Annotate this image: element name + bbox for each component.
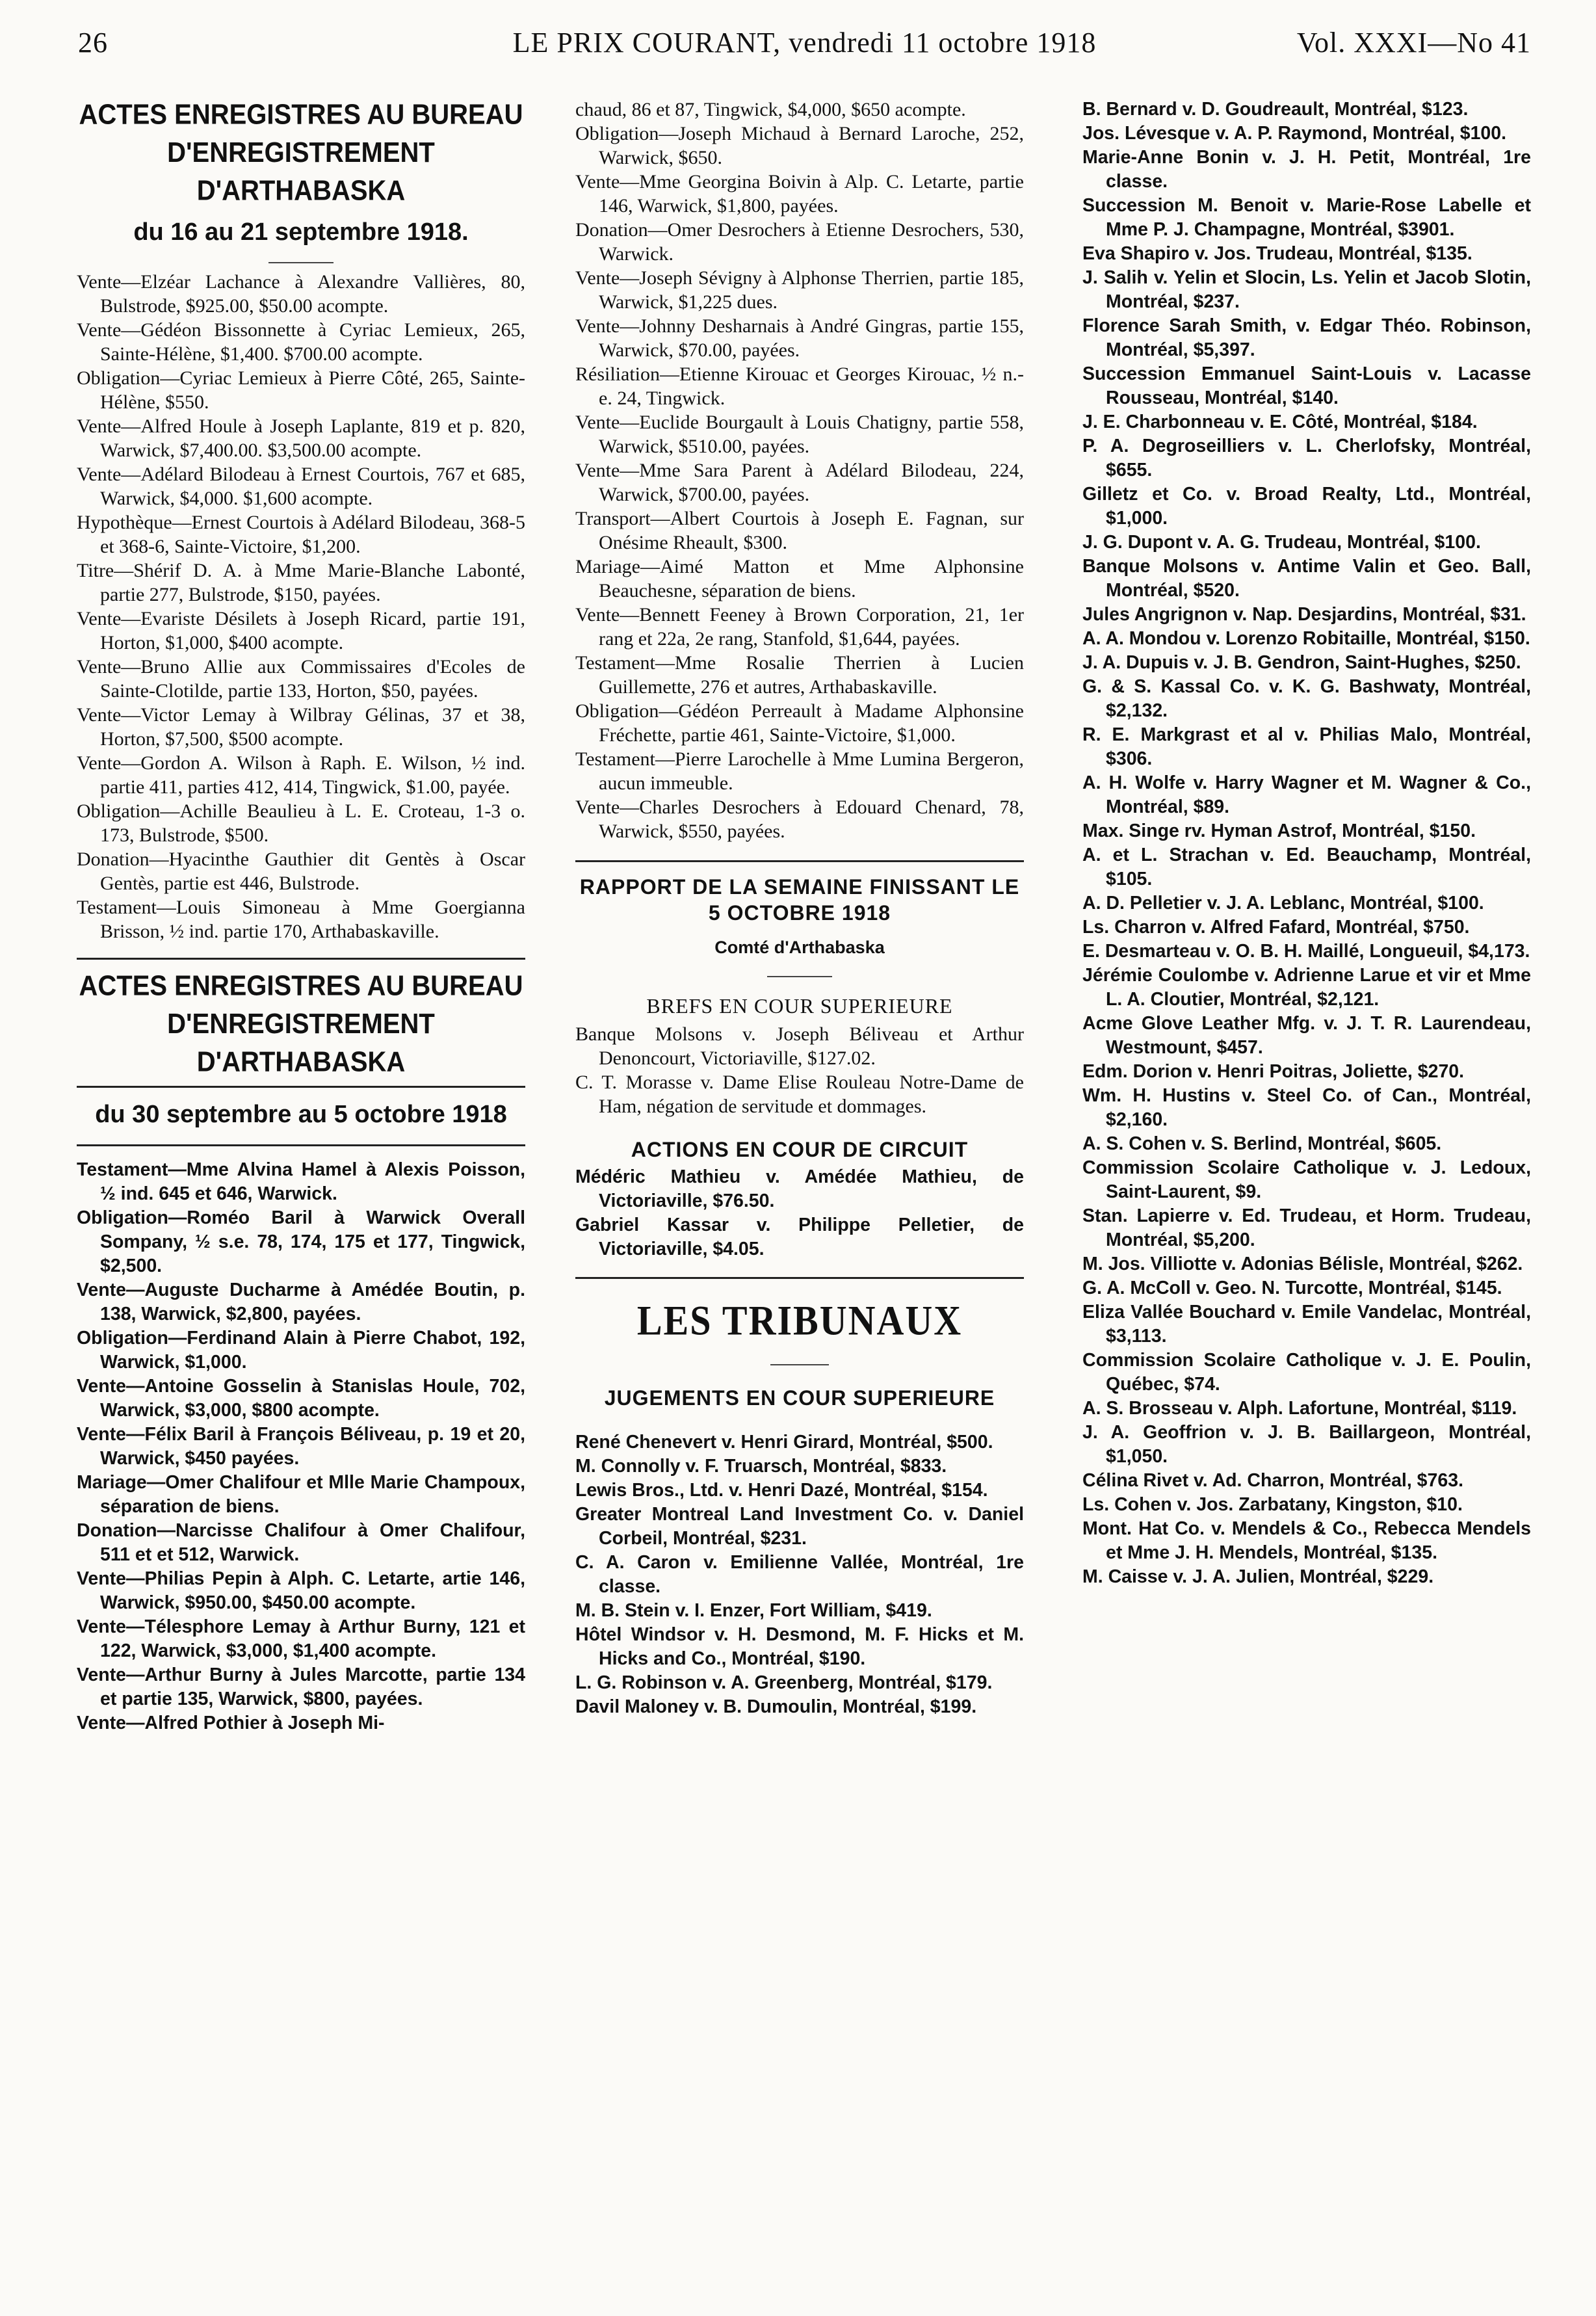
list-item: M. Caisse v. J. A. Julien, Montréal, $229. xyxy=(1082,1566,1434,1587)
list-item: Davil Maloney v. B. Dumoulin, Montréal, $199. xyxy=(575,1696,977,1717)
list-item: A. H. Wolfe v. Harry Wagner et M. Wagner & Co., Montréal, $89. xyxy=(1082,772,1531,817)
list-item: J. E. Charbonneau v. E. Côté, Montréal, $184. xyxy=(1082,412,1478,432)
list-item: B. Bernard v. D. Goudreault, Montréal, $123. xyxy=(1082,99,1469,120)
divider xyxy=(767,976,832,977)
divider xyxy=(575,860,1024,862)
section-title: ACTES ENREGISTRES AU BUREAU D'ENREGISTREMENT D'ARTHABASKA xyxy=(79,970,523,1078)
list-item: C. A. Caron v. Emilienne Vallée, Montréal, 1re classe. xyxy=(575,1552,1024,1597)
list-item: Médéric Mathieu v. Amédée Mathieu, de Victoriaville, $76.50. xyxy=(575,1166,1024,1211)
list-item: Vente—Adélard Bilodeau à Ernest Courtois, 767 et 685, Warwick, $4,000. $1,600 acompte. xyxy=(77,464,525,509)
list-item: J. Salih v. Yelin et Slocin, Ls. Yelin et Jacob Slotin, Montréal, $237. xyxy=(1082,267,1531,312)
entry-list xyxy=(575,1165,1024,1261)
list-item: Gilletz et Co. v. Broad Realty, Ltd., Montréal, $1,000. xyxy=(1082,484,1531,529)
list-item: Jos. Lévesque v. A. P. Raymond, Montréal, $100. xyxy=(1082,123,1507,144)
entry-list xyxy=(575,1430,1024,1719)
list-item: L. G. Robinson v. A. Greenberg, Montréal, $179. xyxy=(575,1672,993,1693)
list-item: Vente—Auguste Ducharme à Amédée Boutin, p. 138, Warwick, $2,800, payées. xyxy=(77,1280,525,1324)
list-item: A. D. Pelletier v. J. A. Leblanc, Montréal, $100. xyxy=(1082,893,1484,914)
list-item: Donation—Hyacinthe Gauthier dit Gentès à Oscar Gentès, partie est 446, Bulstrode. xyxy=(77,849,525,894)
list-item: Célina Rivet v. Ad. Charron, Montréal, $763. xyxy=(1082,1470,1463,1491)
column-3 xyxy=(1082,98,1531,1589)
column-1 xyxy=(77,98,525,1735)
list-item: Banque Molsons v. Joseph Béliveau et Arthur Denoncourt, Victoriaville, $127.02. xyxy=(575,1023,1024,1069)
list-item: Mariage—Aimé Matton et Mme Alphonsine Beauchesne, séparation de biens. xyxy=(575,556,1024,601)
list-item: P. A. Degroseilliers v. L. Cherlofsky, Montréal, $655. xyxy=(1082,436,1531,480)
list-item: Gabriel Kassar v. Philippe Pelletier, de Victoriaville, $4.05. xyxy=(575,1215,1024,1259)
list-item: Vente—Joseph Sévigny à Alphonse Therrien, partie 185, Warwick, $1,225 dues. xyxy=(575,267,1024,313)
list-item: Testament—Louis Simoneau à Mme Goergianna Brisson, ½ ind. partie 170, Arthabaskaville. xyxy=(77,897,525,942)
entry-list xyxy=(575,1022,1024,1118)
list-item: Jérémie Coulombe v. Adrienne Larue et vir et Mme L. A. Cloutier, Montréal, $2,121. xyxy=(1082,965,1531,1010)
list-item: Florence Sarah Smith, v. Edgar Théo. Robinson, Montréal, $5,397. xyxy=(1082,315,1531,360)
section-title: ACTES ENREGISTRES AU BUREAU D'ENREGISTREMENT D'ARTHABASKA xyxy=(79,99,523,207)
list-item: Marie-Anne Bonin v. J. H. Petit, Montréal, 1re classe. xyxy=(1082,147,1531,192)
list-item: Vente—Félix Baril à François Béliveau, p. 19 et 20, Warwick, $450 payées. xyxy=(77,1424,525,1469)
list-item: Obligation—Ferdinand Alain à Pierre Chabot, 192, Warwick, $1,000. xyxy=(77,1328,525,1373)
list-item: Vente—Arthur Burny à Jules Marcotte, partie 134 et partie 135, Warwick, $800, payées. xyxy=(77,1665,525,1709)
list-item: G. A. McColl v. Geo. N. Turcotte, Montréal, $145. xyxy=(1082,1278,1502,1298)
list-item: A. A. Mondou v. Lorenzo Robitaille, Montréal, $150. xyxy=(1082,628,1530,649)
list-item: Commission Scolaire Catholique v. J. Ledoux, Saint-Laurent, $9. xyxy=(1082,1157,1531,1202)
list-item: J. A. Geoffrion v. J. B. Baillargeon, Montréal, $1,050. xyxy=(1082,1422,1531,1467)
list-item: Vente—Philias Pepin à Alph. C. Letarte, artie 146, Warwick, $950.00, $450.00 acompte. xyxy=(77,1568,525,1613)
list-item: Vente—Euclide Bourgault à Louis Chatigny, partie 558, Warwick, $510.00, payées. xyxy=(575,412,1024,457)
list-item: Titre—Shérif D. A. à Mme Marie-Blanche Labonté, partie 277, Bulstrode, $150, payées. xyxy=(77,560,525,605)
list-item: M. Jos. Villiotte v. Adonias Bélisle, Montréal, $262. xyxy=(1082,1254,1523,1274)
section-title: LES TRIBUNAUX xyxy=(636,1296,963,1344)
list-item: Obligation—Gédéon Perreault à Madame Alphonsine Fréchette, partie 461, Sainte-Victoire, $1,000. xyxy=(575,700,1024,746)
list-item: M. Connolly v. F. Truarsch, Montréal, $833. xyxy=(575,1456,947,1477)
list-item: chaud, 86 et 87, Tingwick, $4,000, $650 acompte. xyxy=(575,99,966,120)
list-item: J. A. Dupuis v. J. B. Gendron, Saint-Hughes, $250. xyxy=(1082,652,1521,673)
list-item: René Chenevert v. Henri Girard, Montréal, $500. xyxy=(575,1432,993,1453)
column-2 xyxy=(575,98,1024,1719)
section-title: BREFS EN COUR SUPERIEURE xyxy=(646,994,953,1018)
list-item: A. S. Brosseau v. Alph. Lafortune, Montréal, $119. xyxy=(1082,1398,1517,1419)
list-item: Ls. Cohen v. Jos. Zarbatany, Kingston, $10. xyxy=(1082,1494,1463,1515)
list-item: Succession Emmanuel Saint-Louis v. Lacasse Rousseau, Montréal, $140. xyxy=(1082,363,1531,408)
list-item: E. Desmarteau v. O. B. H. Maillé, Longueuil, $4,173. xyxy=(1082,941,1530,962)
divider xyxy=(770,1364,829,1365)
list-item: Vente—Télesphore Lemay à Arthur Burny, 121 et 122, Warwick, $3,000, $1,400 acompte. xyxy=(77,1616,525,1661)
list-item: Edm. Dorion v. Henri Poitras, Joliette, $270. xyxy=(1082,1061,1465,1082)
section-dates: du 16 au 21 septembre 1918. xyxy=(133,218,469,246)
divider xyxy=(77,1086,525,1088)
newspaper-title: LE PRIX COURANT, vendredi 11 octobre 1918 xyxy=(512,27,1097,59)
list-item: Lewis Bros., Ltd. v. Henri Dazé, Montréal, $154. xyxy=(575,1480,988,1501)
section-dates: du 30 septembre au 5 octobre 1918 xyxy=(95,1101,507,1128)
list-item: Mont. Hat Co. v. Mendels & Co., Rebecca Mendels et Mme J. H. Mendels, Montréal, $135. xyxy=(1082,1518,1531,1563)
list-item: Obligation—Cyriac Lemieux à Pierre Côté, 265, Sainte-Hélène, $550. xyxy=(77,367,525,413)
list-item: A. S. Cohen v. S. Berlind, Montréal, $605. xyxy=(1082,1133,1442,1154)
list-item: C. T. Morasse v. Dame Elise Rouleau Notre-Dame de Ham, négation de servitude et dommages. xyxy=(575,1072,1024,1117)
list-item: Testament—Mme Rosalie Therrien à Lucien Guillemette, 276 et autres, Arthabaskaville. xyxy=(575,652,1024,698)
list-item: Eliza Vallée Bouchard v. Emile Vandelac, Montréal, $3,113. xyxy=(1082,1302,1531,1347)
entry-list xyxy=(77,1158,525,1735)
list-item: Hypothèque—Ernest Courtois à Adélard Bilodeau, 368-5 et 368-6, Sainte-Victoire, $1,200. xyxy=(77,512,525,557)
list-item: Vente—Johnny Desharnais à André Gingras, partie 155, Warwick, $70.00, payées. xyxy=(575,315,1024,361)
list-item: Vente—Evariste Désilets à Joseph Ricard, partie 191, Horton, $1,000, $400 acompte. xyxy=(77,608,525,653)
entry-list xyxy=(575,98,1024,843)
list-item: Stan. Lapierre v. Ed. Trudeau, et Horm. Trudeau, Montréal, $5,200. xyxy=(1082,1205,1531,1250)
divider xyxy=(77,958,525,960)
list-item: Vente—Antoine Gosselin à Stanislas Houle, 702, Warwick, $3,000, $800 acompte. xyxy=(77,1376,525,1421)
list-item: Ls. Charron v. Alfred Fafard, Montréal, $750. xyxy=(1082,917,1470,938)
list-item: Testament—Mme Alvina Hamel à Alexis Poisson, ½ ind. 645 et 646, Warwick. xyxy=(77,1159,525,1204)
list-item: Vente—Gordon A. Wilson à Raph. E. Wilson, ½ ind. partie 411, parties 412, 414, Tingwick, $1.00, payée. xyxy=(77,752,525,798)
section-title: RAPPORT DE LA SEMAINE FINISSANT LE 5 OCTOBRE 1918 xyxy=(579,875,1020,925)
list-item: J. G. Dupont v. A. G. Trudeau, Montréal, $100. xyxy=(1082,532,1481,553)
volume-number: Vol. XXXI—No 41 xyxy=(1296,27,1531,59)
divider xyxy=(575,1277,1024,1279)
list-item: Donation—Omer Desrochers à Etienne Desrochers, 530, Warwick. xyxy=(575,219,1024,265)
list-item: G. & S. Kassal Co. v. K. G. Bashwaty, Montréal, $2,132. xyxy=(1082,676,1531,721)
list-item: Vente—Alfred Houle à Joseph Laplante, 819 et p. 820, Warwick, $7,400.00. $3,500.00 acompte. xyxy=(77,415,525,461)
divider xyxy=(77,1144,525,1146)
list-item: Wm. H. Hustins v. Steel Co. of Can., Montréal, $2,160. xyxy=(1082,1085,1531,1130)
list-item: A. et L. Strachan v. Ed. Beauchamp, Montréal, $105. xyxy=(1082,845,1531,889)
list-item: Obligation—Achille Beaulieu à L. E. Croteau, 1-3 o. 173, Bulstrode, $500. xyxy=(77,800,525,846)
list-item: Obligation—Joseph Michaud à Bernard Laroche, 252, Warwick, $650. xyxy=(575,123,1024,168)
list-item: Acme Glove Leather Mfg. v. J. T. R. Laurendeau, Westmount, $457. xyxy=(1082,1013,1531,1058)
list-item: Vente—Bruno Allie aux Commissaires d'Ecoles de Sainte-Clotilde, partie 133, Horton, $50, payées. xyxy=(77,656,525,702)
list-item: Hôtel Windsor v. H. Desmond, M. F. Hicks et M. Hicks and Co., Montréal, $190. xyxy=(575,1624,1024,1669)
divider xyxy=(268,262,334,263)
list-item: Vente—Gédéon Bissonnette à Cyriac Lemieux, 265, Sainte-Hélène, $1,400. $700.00 acompte. xyxy=(77,319,525,365)
list-item: Greater Montreal Land Investment Co. v. Daniel Corbeil, Montréal, $231. xyxy=(575,1504,1024,1549)
list-item: Résiliation—Etienne Kirouac et Georges Kirouac, ½ n.-e. 24, Tingwick. xyxy=(575,363,1024,409)
page-number: 26 xyxy=(78,27,108,59)
list-item: Banque Molsons v. Antime Valin et Geo. Ball, Montréal, $520. xyxy=(1082,556,1531,601)
section-title: ACTIONS EN COUR DE CIRCUIT xyxy=(631,1138,969,1161)
list-item: Vente—Alfred Pothier à Joseph Mi- xyxy=(77,1713,385,1733)
list-item: Mariage—Omer Chalifour et Mlle Marie Champoux, séparation de biens. xyxy=(77,1472,525,1517)
list-item: Vente—Charles Desrochers à Edouard Chenard, 78, Warwick, $550, payées. xyxy=(575,796,1024,842)
list-item: Vente—Elzéar Lachance à Alexandre Vallières, 80, Bulstrode, $925.00, $50.00 acompte. xyxy=(77,271,525,317)
entry-list xyxy=(77,270,525,943)
page-header xyxy=(78,26,1531,72)
list-item: Vente—Victor Lemay à Wilbray Gélinas, 37 et 38, Horton, $7,500, $500 acompte. xyxy=(77,704,525,750)
section-title: JUGEMENTS EN COUR SUPERIEURE xyxy=(604,1386,995,1410)
list-item: Donation—Narcisse Chalifour à Omer Chalifour, 511 et et 512, Warwick. xyxy=(77,1520,525,1565)
list-item: Testament—Pierre Larochelle à Mme Lumina Bergeron, aucun immeuble. xyxy=(575,748,1024,794)
list-item: Max. Singe rv. Hyman Astrof, Montréal, $150. xyxy=(1082,821,1476,841)
list-item: Vente—Mme Sara Parent à Adélard Bilodeau, 224, Warwick, $700.00, payées. xyxy=(575,460,1024,505)
entry-list xyxy=(1082,98,1531,1589)
list-item: M. B. Stein v. I. Enzer, Fort William, $419. xyxy=(575,1600,932,1621)
list-item: R. E. Markgrast et al v. Philias Malo, Montréal, $306. xyxy=(1082,724,1531,769)
county-title: Comté d'Arthabaska xyxy=(714,938,885,957)
list-item: Commission Scolaire Catholique v. J. E. Poulin, Québec, $74. xyxy=(1082,1350,1531,1395)
list-item: Eva Shapiro v. Jos. Trudeau, Montréal, $135. xyxy=(1082,243,1472,264)
list-item: Transport—Albert Courtois à Joseph E. Fagnan, sur Onésime Rheault, $300. xyxy=(575,508,1024,553)
list-item: Obligation—Roméo Baril à Warwick Overall Sompany, ½ s.e. 78, 174, 175 et 177, Tingwick, $2,500. xyxy=(77,1207,525,1276)
list-item: Succession M. Benoit v. Marie-Rose Labelle et Mme P. J. Champagne, Montréal, $3901. xyxy=(1082,195,1531,240)
list-item: Vente—Mme Georgina Boivin à Alp. C. Letarte, partie 146, Warwick, $1,800, payées. xyxy=(575,171,1024,217)
list-item: Vente—Bennett Feeney à Brown Corporation, 21, 1er rang et 22a, 2e rang, Stanfold, $1,644, payées. xyxy=(575,604,1024,650)
list-item: Jules Angrignon v. Nap. Desjardins, Montréal, $31. xyxy=(1082,604,1526,625)
